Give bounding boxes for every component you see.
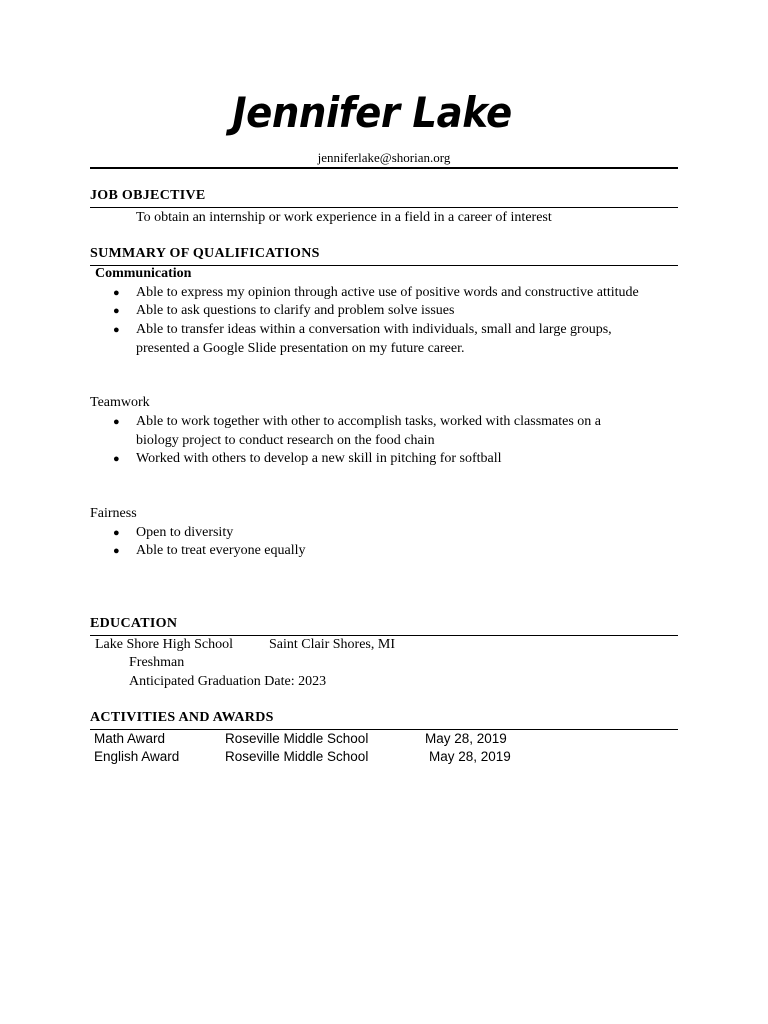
list-item: Open to diversity [136,525,234,540]
list-item: Able to treat everyone equally [136,543,306,558]
qualification-group-title: Communication [95,266,192,281]
education-school: Lake Shore High School [95,637,234,652]
award-date: May 28, 2019 [425,731,507,746]
bullet-icon: ● [113,545,120,557]
list-item-continuation: biology project to conduct research on the food chain [136,433,435,448]
list-item: Able to express my opinion through active use of positive words and constructive attitude [136,285,639,300]
section-divider [90,729,678,730]
education-grade: Freshman [129,655,185,670]
award-school: Roseville Middle School [225,731,369,746]
objective-text: To obtain an internship or work experience in a field in a career of interest [136,210,552,225]
award-date: May 28, 2019 [429,749,511,764]
section-heading-education: EDUCATION [90,616,178,631]
education-location: Saint Clair Shores, MI [269,637,395,652]
bullet-icon: ● [113,416,120,428]
header-divider [90,167,678,169]
section-heading-activities: ACTIVITIES AND AWARDS [90,710,274,725]
bullet-icon: ● [113,453,120,465]
award-school: Roseville Middle School [225,749,369,764]
list-item: Able to transfer ideas within a conversation with individuals, small and large groups, [136,322,612,337]
award-name: Math Award [94,731,166,746]
bullet-icon: ● [113,305,120,317]
section-heading-qualifications: SUMMARY OF QUALIFICATIONS [90,246,320,261]
contact-email: jenniferlake@shorian.org [317,150,451,165]
list-item: Worked with others to develop a new skill in pitching for softball [136,451,502,466]
education-graduation: Anticipated Graduation Date: 2023 [129,674,327,689]
bullet-icon: ● [113,287,120,299]
list-item-continuation: presented a Google Slide presentation on my future career. [136,341,465,356]
section-divider [90,207,678,208]
award-name: English Award [94,749,180,764]
qualification-group-title: Teamwork [90,395,150,410]
bullet-icon: ● [113,527,120,539]
list-item: Able to ask questions to clarify and problem solve issues [136,303,455,318]
candidate-name: Jennifer Lake [232,88,512,137]
bullet-icon: ● [113,324,120,336]
section-heading-objective: JOB OBJECTIVE [90,188,206,203]
list-item: Able to work together with other to accomplish tasks, worked with classmates on a [136,414,602,429]
qualification-group-title: Fairness [90,506,137,521]
